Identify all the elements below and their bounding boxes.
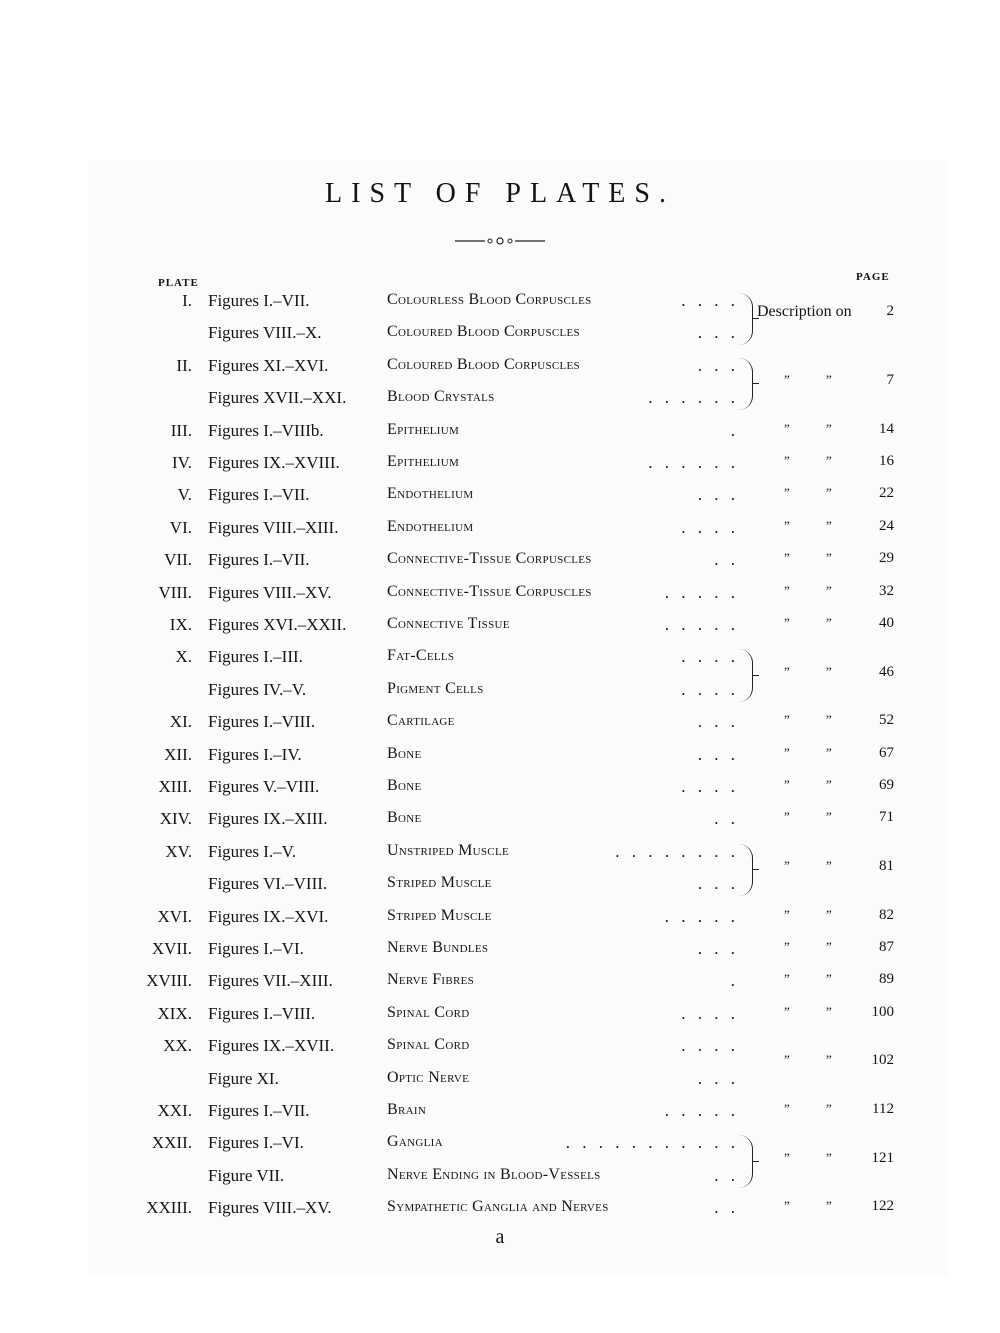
plate-subject: Cartilage [387, 712, 455, 730]
plate-row [0, 1166, 1000, 1196]
figures-range: Figures XI.–XVI. [208, 355, 329, 375]
plate-subject: Blood Crystals [387, 388, 495, 406]
plate-subject: Coloured Blood Corpuscles [387, 323, 580, 341]
plate-number: II. [176, 355, 192, 375]
page-number: 16 [879, 453, 894, 469]
ditto-mark: ” [826, 744, 832, 760]
ditto-mark: ” [826, 1003, 832, 1019]
leader-dots: . . . [697, 874, 739, 894]
page-signature: a [495, 1226, 505, 1248]
plate-subject: Brain [387, 1101, 427, 1118]
plate-row [0, 971, 1000, 1001]
leader-dots: . . . . . . [648, 453, 739, 472]
figures-range: Figures I.–VII. [208, 1101, 310, 1120]
page-title: LIST OF PLATES. [325, 178, 675, 209]
page-number: 7 [886, 371, 894, 388]
figures-range: Figures IX.–XIII. [208, 809, 328, 829]
ditto-mark: ” [784, 809, 790, 825]
leader-dots: . . . . [681, 777, 739, 796]
plate-number: VII. [164, 550, 192, 570]
leader-dots: . . . . [681, 517, 739, 537]
leader-dots: . . . . [681, 647, 739, 667]
leader-dots: . . . . . [664, 1101, 739, 1120]
page-number: 40 [879, 615, 894, 631]
figures-range: Figures I.–VIII. [208, 1003, 316, 1023]
ditto-mark: ” [826, 663, 832, 679]
ditto-mark: ” [784, 582, 790, 598]
page-number: 82 [879, 906, 894, 923]
plate-number: XVIII. [146, 971, 192, 991]
plate-subject: Coloured Blood Corpuscles [387, 355, 580, 373]
plate-subject: Epithelium [387, 453, 460, 470]
figures-range: Figures VII.–XIII. [208, 971, 333, 991]
ditto-mark: ” [826, 371, 832, 387]
ditto-mark: ” [784, 517, 790, 533]
plate-row [0, 1069, 1000, 1099]
plate-row [0, 777, 1000, 807]
plate-number: XXII. [151, 1133, 192, 1153]
ditto-mark: ” [784, 420, 790, 436]
ditto-mark: ” [784, 550, 790, 566]
ditto-mark: ” [826, 939, 832, 954]
page-number: 22 [879, 485, 894, 502]
figures-range: Figures XVII.–XXI. [208, 388, 347, 408]
ditto-mark: ” [784, 1101, 790, 1116]
page-number: 24 [879, 517, 894, 534]
plate-row [0, 388, 1000, 418]
plate-number: XV. [165, 841, 192, 861]
ditto-mark: ” [784, 1198, 790, 1214]
plate-row [0, 583, 1000, 613]
leader-dots: . . . . [681, 1003, 739, 1023]
ditto-mark: ” [784, 1149, 790, 1165]
ditto-mark: ” [784, 663, 790, 679]
plate-row [0, 907, 1000, 937]
leader-dots: . . . [697, 744, 739, 764]
description-label: Description on [757, 303, 852, 320]
figures-range: Figures I.–III. [208, 647, 303, 667]
page-number: 121 [871, 1149, 894, 1166]
page-number: 87 [879, 939, 894, 955]
plate-number: VI. [169, 517, 192, 537]
leader-dots: . . [714, 809, 739, 829]
ditto-mark: ” [826, 1149, 832, 1165]
plate-subject: Optic Nerve [387, 1068, 470, 1086]
plate-column-header: PLATE [158, 277, 199, 289]
figures-range: Figures I.–VIII. [208, 712, 316, 732]
ditto-mark: ” [826, 857, 832, 873]
leader-dots: . . [714, 550, 739, 570]
page-column-header: PAGE [856, 271, 890, 283]
page-number: 89 [879, 971, 894, 988]
figures-range: Figures VIII.–XIII. [208, 517, 339, 537]
plate-subject: Pigment Cells [387, 679, 484, 697]
plate-row [0, 485, 1000, 515]
ditto-mark: ” [826, 1052, 832, 1068]
ditto-mark: ” [826, 712, 832, 728]
page-number: 102 [871, 1052, 894, 1069]
plate-row [0, 1133, 1000, 1166]
figures-range: Figure XI. [208, 1068, 279, 1088]
ditto-mark: ” [826, 809, 832, 825]
ditto-mark: ” [784, 1052, 790, 1068]
page-number: 46 [879, 663, 894, 680]
plate-number: IX. [169, 615, 192, 634]
plate-number: XXI. [157, 1101, 192, 1120]
plate-subject: Connective-Tissue Corpuscles [387, 550, 592, 568]
leader-dots: . . . . [681, 679, 739, 699]
plate-number: XXIII. [146, 1198, 192, 1218]
ditto-mark: ” [784, 371, 790, 387]
ditto-mark: ” [826, 906, 832, 922]
plate-subject: Spinal Cord [387, 1003, 470, 1021]
ditto-mark: ” [826, 582, 832, 598]
figures-range: Figures VIII.–XV. [208, 1198, 332, 1218]
ditto-mark: ” [784, 485, 790, 501]
grouping-brace [736, 1135, 753, 1187]
leader-dots: . . [714, 1198, 739, 1218]
plate-subject: Colourless Blood Corpuscles [387, 291, 592, 308]
plate-number: V. [177, 485, 192, 505]
leader-dots: . . . . . . [648, 388, 739, 408]
ditto-mark: ” [826, 420, 832, 436]
plate-subject: Spinal Cord [387, 1036, 470, 1054]
plate-row [0, 1198, 1000, 1228]
plate-number: VIII. [158, 582, 192, 602]
figures-range: Figures I.–IV. [208, 744, 302, 764]
page-number: 52 [879, 712, 894, 729]
plate-row [0, 1004, 1000, 1034]
plate-subject: Striped Muscle [387, 906, 492, 924]
figures-range: Figures I.–VII. [208, 485, 310, 505]
ditto-mark: ” [826, 1198, 832, 1214]
plate-subject: Connective-Tissue Corpuscles [387, 582, 592, 600]
plate-number: X. [175, 647, 192, 667]
grouping-brace [736, 293, 753, 345]
plate-number: XI. [169, 712, 192, 732]
ditto-mark: ” [784, 1003, 790, 1019]
page-number: 122 [871, 1198, 894, 1215]
title-ornament [455, 236, 545, 246]
plate-number: XIII. [158, 777, 192, 796]
plate-row [0, 323, 1000, 353]
plate-subject: Nerve Fibres [387, 971, 475, 989]
plate-subject: Endothelium [387, 517, 474, 535]
plate-subject: Endothelium [387, 485, 474, 503]
ditto-mark: ” [784, 777, 790, 792]
leader-dots: . [730, 420, 739, 440]
grouping-brace [736, 649, 753, 701]
ditto-mark: ” [826, 1101, 832, 1116]
plate-subject: Fat-Cells [387, 647, 455, 665]
plate-row [0, 1101, 1000, 1131]
page-number: 69 [879, 777, 894, 793]
plate-row [0, 874, 1000, 904]
leader-dots: . . . [697, 355, 739, 375]
plate-number: XIV. [159, 809, 192, 829]
page-number: 2 [886, 303, 894, 319]
ditto-mark: ” [826, 485, 832, 501]
leader-dots: . . . . [681, 1036, 739, 1056]
plate-subject: Unstriped Muscle [387, 841, 509, 859]
plate-subject: Bone [387, 809, 422, 827]
leader-dots: . . . [697, 1068, 739, 1088]
ditto-mark: ” [826, 550, 832, 566]
figures-range: Figures VIII.–XV. [208, 582, 332, 602]
figures-range: Figures VIII.–X. [208, 323, 322, 343]
plate-row [0, 939, 1000, 969]
leader-dots: . . . . . . . . . . . [565, 1133, 739, 1153]
figures-range: Figures I.–VI. [208, 1133, 304, 1153]
page-number: 32 [879, 582, 894, 599]
figures-range: Figures IX.–XVII. [208, 1036, 335, 1056]
page-number: 100 [871, 1003, 894, 1020]
plate-subject: Striped Muscle [387, 874, 492, 892]
figures-range: Figures V.–VIII. [208, 777, 320, 796]
plate-subject: Epithelium [387, 420, 460, 438]
plate-number: III. [170, 420, 192, 440]
plate-row [0, 615, 1000, 645]
plate-row [0, 712, 1000, 742]
leader-dots: . . . [697, 323, 739, 343]
figures-range: Figures VI.–VIII. [208, 874, 328, 894]
ditto-mark: ” [784, 615, 790, 630]
plate-row [0, 842, 1000, 872]
leader-dots: . [730, 971, 739, 991]
leader-dots: . . . . . . . . [615, 841, 739, 861]
figures-range: Figures I.–VII. [208, 291, 310, 310]
leader-dots: . . [714, 1165, 739, 1185]
plate-number: XX. [163, 1036, 192, 1056]
plate-number: IV. [172, 453, 192, 472]
page-number: 67 [879, 744, 894, 761]
plate-row [0, 680, 1000, 710]
figures-range: Figures IX.–XVI. [208, 906, 329, 926]
leader-dots: . . . [697, 712, 739, 732]
ditto-mark: ” [826, 777, 832, 792]
plate-subject: Bone [387, 744, 422, 762]
plate-number: XVI. [157, 906, 192, 926]
plate-row [0, 745, 1000, 775]
plate-subject: Ganglia [387, 1133, 443, 1151]
leader-dots: . . . [697, 485, 739, 505]
ditto-mark: ” [826, 971, 832, 987]
ditto-mark: ” [784, 906, 790, 922]
ditto-mark: ” [784, 453, 790, 468]
plate-row [0, 421, 1000, 451]
ditto-mark: ” [784, 971, 790, 987]
plate-subject: Connective Tissue [387, 615, 510, 632]
plate-subject: Nerve Ending in Blood-Vessels [387, 1165, 601, 1183]
figures-range: Figures I.–VIIIb. [208, 420, 324, 440]
plate-subject: Nerve Bundles [387, 939, 489, 956]
plate-row [0, 518, 1000, 548]
figures-range: Figures I.–V. [208, 841, 296, 861]
page-number: 29 [879, 550, 894, 567]
plate-row [0, 809, 1000, 839]
plate-row [0, 647, 1000, 680]
page-number: 71 [879, 809, 894, 826]
ditto-mark: ” [784, 744, 790, 760]
leader-dots: . . . . . [664, 906, 739, 926]
plate-row [0, 356, 1000, 386]
page-number: 112 [872, 1101, 894, 1117]
plate-subject: Bone [387, 777, 422, 794]
figures-range: Figures I.–VI. [208, 939, 304, 958]
plate-number: XVII. [151, 939, 192, 958]
page-number: 81 [879, 857, 894, 874]
ditto-mark: ” [826, 517, 832, 533]
leader-dots: . . . . . [664, 615, 739, 634]
figures-range: Figures IX.–XVIII. [208, 453, 340, 472]
leader-dots: . . . . [681, 291, 739, 310]
ditto-mark: ” [826, 453, 832, 468]
plate-subject: Sympathetic Ganglia and Nerves [387, 1198, 609, 1216]
grouping-brace [736, 844, 753, 896]
ditto-mark: ” [784, 712, 790, 728]
figures-range: Figure VII. [208, 1165, 285, 1185]
leader-dots: . . . . . [664, 582, 739, 602]
leader-dots: . . . [697, 939, 739, 958]
figures-range: Figures XVI.–XXII. [208, 615, 347, 634]
grouping-brace [736, 358, 753, 410]
plate-number: XII. [164, 744, 192, 764]
plate-number: I. [182, 291, 192, 310]
plate-number: XIX. [157, 1003, 192, 1023]
plate-row [0, 1036, 1000, 1069]
plate-row [0, 453, 1000, 483]
ditto-mark: ” [784, 939, 790, 954]
ditto-mark: ” [784, 857, 790, 873]
plate-row [0, 550, 1000, 580]
ditto-mark: ” [826, 615, 832, 630]
page-number: 14 [879, 420, 894, 437]
figures-range: Figures IV.–V. [208, 679, 307, 699]
figures-range: Figures I.–VII. [208, 550, 310, 570]
plate-row [0, 291, 1000, 321]
